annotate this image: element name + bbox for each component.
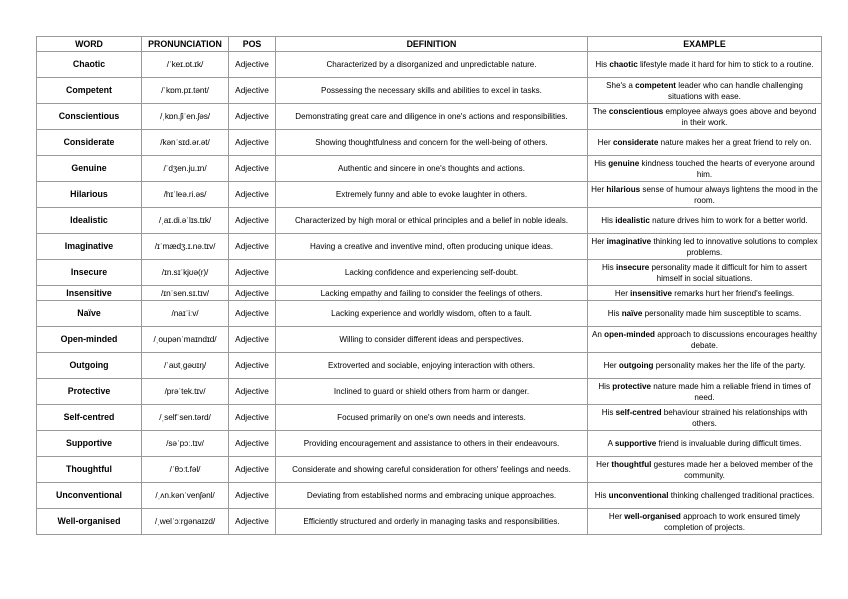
example-text-before: A: [607, 439, 615, 448]
example-text-before: Her: [591, 184, 607, 194]
example-text-before: His: [595, 60, 610, 69]
example-keyword: genuine: [608, 158, 640, 168]
table-row: [37, 509, 822, 535]
header-row: [37, 37, 822, 52]
pos-cell: Adjective: [229, 483, 276, 509]
example-text-before: Her: [603, 361, 619, 370]
header-word: WORD: [37, 37, 142, 52]
word-cell: Imaginative: [37, 234, 142, 260]
pronunciation-cell: /ˌselfˈsen.tərd/: [142, 405, 229, 431]
word-cell: Idealistic: [37, 208, 142, 234]
example-keyword: idealistic: [615, 216, 650, 225]
definition-cell: Extroverted and sociable, enjoying interaction with others.: [276, 353, 588, 379]
example-keyword: insensitive: [630, 288, 673, 298]
pos-cell: Adjective: [229, 130, 276, 156]
pos-cell: Adjective: [229, 208, 276, 234]
example-keyword: insecure: [615, 262, 650, 272]
example-keyword: chaotic: [609, 60, 638, 69]
table-row: [37, 156, 822, 182]
example-keyword: hilarious: [606, 184, 641, 194]
pos-cell: Adjective: [229, 182, 276, 208]
example-text-before: An: [592, 329, 605, 339]
table-row: [37, 327, 822, 353]
pos-cell: Adjective: [229, 260, 276, 286]
example-text-before: Her: [614, 288, 631, 298]
pos-cell: Adjective: [229, 405, 276, 431]
pronunciation-cell: /prəˈtek.tɪv/: [142, 379, 229, 405]
pos-cell: Adjective: [229, 431, 276, 457]
example-text-before: His: [598, 381, 613, 391]
table-row: [37, 260, 822, 286]
example-text-after: employee always goes above and beyond in their work.: [663, 106, 817, 127]
example-text-after: nature makes her a great friend to rely on.: [658, 138, 812, 147]
pos-cell: Adjective: [229, 327, 276, 353]
word-cell: Open-minded: [37, 327, 142, 353]
vocabulary-table: [36, 36, 822, 535]
definition-cell: Deviating from established norms and embracing unique approaches.: [276, 483, 588, 509]
table-row: [37, 483, 822, 509]
example-text-after: gestures made her a beloved member of the community.: [651, 459, 813, 480]
definition-cell: Lacking confidence and experiencing self-doubt.: [276, 260, 588, 286]
example-text-after: personality made him susceptible to scams.: [642, 309, 802, 318]
table-row: [37, 208, 822, 234]
word-cell: Self-centred: [37, 405, 142, 431]
example-text-after: remarks hurt her friend's feelings.: [672, 288, 795, 298]
example-text-before: His: [601, 407, 616, 417]
word-cell: Hilarious: [37, 182, 142, 208]
definition-cell: Lacking experience and worldly wisdom, often to a fault.: [276, 301, 588, 327]
word-cell: Supportive: [37, 431, 142, 457]
table-row: [37, 286, 822, 301]
example-text-before: Her: [597, 138, 613, 147]
pronunciation-cell: /ˌkɒn.ʃiˈen.ʃəs/: [142, 104, 229, 130]
example-text-before: The: [592, 106, 609, 116]
example-text-after: sense of humour always lightens the mood in the room.: [640, 184, 818, 205]
word-cell: Protective: [37, 379, 142, 405]
word-cell: Insecure: [37, 260, 142, 286]
word-cell: Well-organised: [37, 509, 142, 535]
pronunciation-cell: /kənˈsɪd.ər.ət/: [142, 130, 229, 156]
example-keyword: protective: [612, 381, 651, 391]
pronunciation-cell: /ˌaɪ.di.əˈlɪs.tɪk/: [142, 208, 229, 234]
header-pos: POS: [229, 37, 276, 52]
definition-cell: Showing thoughtfulness and concern for the well-being of others.: [276, 130, 588, 156]
word-cell: Chaotic: [37, 52, 142, 78]
example-keyword: considerate: [612, 138, 659, 147]
example-cell: [588, 52, 822, 78]
example-cell: [588, 301, 822, 327]
example-text-before: His: [594, 491, 609, 500]
word-cell: Insensitive: [37, 286, 142, 301]
example-cell: [588, 509, 822, 535]
example-text-before: Her: [596, 459, 612, 469]
example-cell: [588, 379, 822, 405]
example-cell: [588, 234, 822, 260]
example-cell: [588, 483, 822, 509]
example-cell: [588, 104, 822, 130]
table-row: [37, 353, 822, 379]
example-text-after: thinking led to innovative solutions to complex problems.: [651, 236, 818, 257]
example-cell: [588, 286, 822, 301]
example-keyword: naïve: [621, 309, 643, 318]
pos-cell: Adjective: [229, 286, 276, 301]
example-text-after: friend is invaluable during difficult times.: [656, 439, 802, 448]
definition-cell: Lacking empathy and failing to consider the feelings of others.: [276, 286, 588, 301]
pronunciation-cell: /səˈpɔː.tɪv/: [142, 431, 229, 457]
table-row: [37, 457, 822, 483]
word-cell: Competent: [37, 78, 142, 104]
example-text-after: leader who can handle challenging situations with ease.: [668, 80, 803, 101]
example-text-after: nature made him a reliable friend in times of need.: [650, 381, 811, 402]
example-keyword: imaginative: [606, 236, 652, 246]
example-cell: [588, 431, 822, 457]
word-cell: Naïve: [37, 301, 142, 327]
header-example: EXAMPLE: [588, 37, 822, 52]
pronunciation-cell: /ɪnˈsen.sɪ.tɪv/: [142, 286, 229, 301]
example-text-after: personality made it difficult for him to assert himself in social situations.: [649, 262, 807, 283]
word-cell: Conscientious: [37, 104, 142, 130]
definition-cell: Willing to consider different ideas and perspectives.: [276, 327, 588, 353]
example-cell: [588, 130, 822, 156]
table-row: [37, 78, 822, 104]
pronunciation-cell: /ˌwelˈɔːrɡənaɪzd/: [142, 509, 229, 535]
pos-cell: Adjective: [229, 379, 276, 405]
example-text-after: kindness touched the hearts of everyone around him.: [639, 158, 815, 179]
table-body: [37, 52, 822, 535]
example-text-before: His: [607, 309, 622, 318]
example-keyword: competent: [635, 80, 677, 90]
table-row: [37, 52, 822, 78]
pronunciation-cell: /ˌʌn.kənˈvenʃənl/: [142, 483, 229, 509]
example-cell: [588, 457, 822, 483]
word-cell: Thoughtful: [37, 457, 142, 483]
example-keyword: thoughtful: [611, 459, 652, 469]
example-text-before: His: [594, 158, 609, 168]
example-cell: [588, 327, 822, 353]
pronunciation-cell: /hɪˈleə.ri.əs/: [142, 182, 229, 208]
example-text-before: Her: [608, 511, 625, 521]
pronunciation-cell: /ˌoupənˈmaɪndɪd/: [142, 327, 229, 353]
table-row: [37, 405, 822, 431]
example-text-after: nature drives him to work for a better world.: [649, 216, 808, 225]
example-text-after: approach to work ensured timely completion of projects.: [664, 511, 801, 532]
example-cell: [588, 182, 822, 208]
example-text-before: She's a: [606, 80, 636, 90]
pronunciation-cell: /ɪˈmædʒ.ɪ.nə.tɪv/: [142, 234, 229, 260]
pronunciation-cell: /ˈkeɪ.ɒt.ɪk/: [142, 52, 229, 78]
table-row: [37, 379, 822, 405]
example-cell: [588, 78, 822, 104]
example-keyword: self-centred: [615, 407, 662, 417]
pronunciation-cell: /ˈaʊtˌɡəʊɪŋ/: [142, 353, 229, 379]
definition-cell: Efficiently structured and orderly in managing tasks and responsibilities.: [276, 509, 588, 535]
pos-cell: Adjective: [229, 457, 276, 483]
table-row: [37, 234, 822, 260]
pos-cell: Adjective: [229, 78, 276, 104]
definition-cell: Providing encouragement and assistance to others in their endeavours.: [276, 431, 588, 457]
pos-cell: Adjective: [229, 301, 276, 327]
example-keyword: open-minded: [604, 329, 655, 339]
table-row: [37, 104, 822, 130]
pos-cell: Adjective: [229, 353, 276, 379]
example-cell: [588, 353, 822, 379]
pos-cell: Adjective: [229, 509, 276, 535]
pronunciation-cell: /ˈθɔːt.fəl/: [142, 457, 229, 483]
example-cell: [588, 260, 822, 286]
table-row: [37, 301, 822, 327]
example-text-before: His: [602, 262, 616, 272]
definition-cell: Authentic and sincere in one's thoughts and actions.: [276, 156, 588, 182]
pos-cell: Adjective: [229, 156, 276, 182]
definition-cell: Having a creative and inventive mind, often producing unique ideas.: [276, 234, 588, 260]
pronunciation-cell: /naɪˈiːv/: [142, 301, 229, 327]
definition-cell: Possessing the necessary skills and abilities to excel in tasks.: [276, 78, 588, 104]
example-keyword: outgoing: [618, 361, 654, 370]
word-cell: Outgoing: [37, 353, 142, 379]
example-text-after: personality makes her the life of the party.: [653, 361, 806, 370]
definition-cell: Focused primarily on one's own needs and interests.: [276, 405, 588, 431]
example-cell: [588, 405, 822, 431]
example-cell: [588, 156, 822, 182]
example-text-before: His: [601, 216, 616, 225]
definition-cell: Characterized by high moral or ethical principles and a belief in noble ideals.: [276, 208, 588, 234]
table-row: [37, 130, 822, 156]
pronunciation-cell: /ˈkɒm.pɪ.tənt/: [142, 78, 229, 104]
example-keyword: conscientious: [608, 106, 664, 116]
definition-cell: Inclined to guard or shield others from harm or danger.: [276, 379, 588, 405]
table-row: [37, 182, 822, 208]
pos-cell: Adjective: [229, 52, 276, 78]
example-keyword: unconventional: [608, 491, 669, 500]
pronunciation-cell: /ˈdʒen.ju.ɪn/: [142, 156, 229, 182]
example-text-after: lifestyle made it hard for him to stick to a routine.: [637, 60, 814, 69]
word-cell: Considerate: [37, 130, 142, 156]
pronunciation-cell: /ɪn.sɪˈkjʊə(r)/: [142, 260, 229, 286]
word-cell: Genuine: [37, 156, 142, 182]
example-text-after: approach to discussions encourages healthy debate.: [654, 329, 817, 350]
vocabulary-sheet: [36, 36, 821, 535]
example-text-after: thinking challenged traditional practices.: [668, 491, 815, 500]
table-row: [37, 431, 822, 457]
definition-cell: Characterized by a disorganized and unpredictable nature.: [276, 52, 588, 78]
header-pronunciation: PRONUNCIATION: [142, 37, 229, 52]
example-text-before: Her: [591, 236, 607, 246]
header-definition: DEFINITION: [276, 37, 588, 52]
example-cell: [588, 208, 822, 234]
definition-cell: Extremely funny and able to evoke laughter in others.: [276, 182, 588, 208]
word-cell: Unconventional: [37, 483, 142, 509]
definition-cell: Demonstrating great care and diligence in one's actions and responsibilities.: [276, 104, 588, 130]
pos-cell: Adjective: [229, 234, 276, 260]
example-keyword: supportive: [614, 439, 657, 448]
pos-cell: Adjective: [229, 104, 276, 130]
definition-cell: Considerate and showing careful consideration for others' feelings and needs.: [276, 457, 588, 483]
example-keyword: well-organised: [624, 511, 681, 521]
example-text-after: behaviour strained his relationships with others.: [661, 407, 808, 428]
